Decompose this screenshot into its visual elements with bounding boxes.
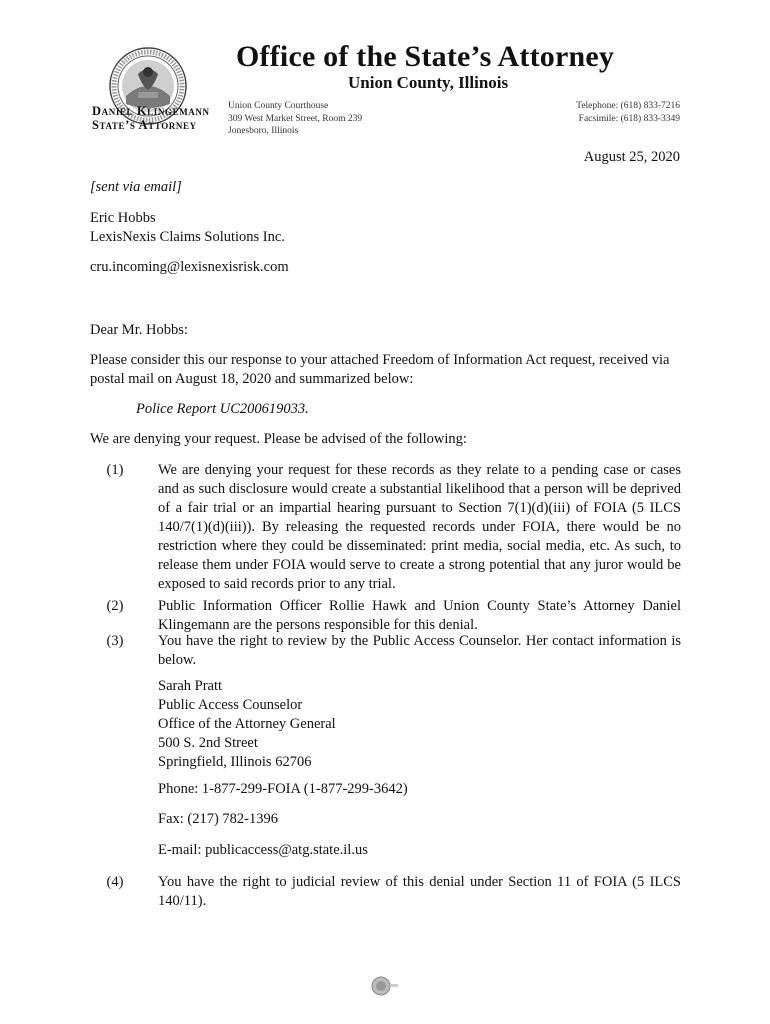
recipient-name: Eric Hobbs: [90, 210, 156, 226]
counselor-line: Office of the Attorney General: [158, 716, 336, 732]
recipient-company: LexisNexis Claims Solutions Inc.: [90, 229, 285, 245]
item-text: You have the right to judicial review of this denial under Section 11 of FOIA (5 ILCS 140/11).: [158, 874, 681, 909]
delivery-note: [sent via email]: [90, 179, 182, 195]
request-summary: Police Report UC200619033.: [136, 401, 309, 417]
county-subtitle: Union County, Illinois: [348, 73, 509, 92]
office-phone: Telephone: (618) 833-7216: [576, 101, 680, 111]
official-block: [92, 104, 210, 132]
recipient-block: [90, 209, 680, 247]
office-address: [228, 100, 362, 138]
item-number: (2): [106, 598, 124, 614]
intro-paragraph: Please consider this our response to your attached Freedom of Information Act request, received via postal mail on August 18, 2020 and summarized below:: [90, 352, 670, 387]
address-line: Union County Courthouse: [228, 101, 329, 111]
counselor-line: 500 S. 2nd Street: [158, 735, 258, 751]
letter-date: August 25, 2020: [583, 149, 680, 165]
item-number: (3): [106, 633, 124, 649]
salutation: Dear Mr. Hobbs:: [90, 322, 188, 338]
counselor-phone: Phone: 1-877-299-FOIA (1-877-299-3642): [158, 781, 408, 797]
item-text: You have the right to review by the Public Access Counselor. Her contact information is below.: [158, 633, 681, 668]
office-title: Office of the State’s Attorney: [236, 40, 615, 73]
item-text: We are denying your request for these records as they relate to a pending case or cases and as such disclosure would create a substantial likelihood that a person will be deprived of a fair trial or an impartial hearing pursuant to Section 7(1)(d)(iii) of FOIA (5 ILCS 140/7(1)(d)(iii)). By releasing the requested records under FOIA, there would be no restriction where they could be disseminated: print media, social media, etc. As such, to release them under FOIA would serve to create a strong potential that any juror would be exposed to said records prior to any trial.: [158, 462, 681, 592]
item-number: (4): [106, 874, 124, 890]
office-fax: Facsimile: (618) 833-3349: [578, 113, 680, 124]
counselor-line: Public Access Counselor: [158, 697, 303, 713]
address-line: 309 West Market Street, Room 239: [228, 113, 363, 124]
official-name: Daniel Klingemann: [92, 104, 210, 118]
item-text: Public Information Officer Rollie Hawk and Union County State’s Attorney Daniel Klingemann are the persons responsible for this denial.: [158, 598, 681, 633]
official-title: State’s Attorney: [92, 118, 197, 132]
recipient-email: cru.incoming@lexisnexisrisk.com: [90, 259, 289, 275]
counselor-fax: Fax: (217) 782-1396: [158, 811, 279, 827]
address-line: Jonesboro, Illinois: [228, 126, 299, 136]
counselor-address: [158, 677, 638, 772]
denial-statement: We are denying your request. Please be advised of the following:: [90, 431, 467, 447]
counselor-line: Springfield, Illinois 62706: [158, 754, 312, 770]
footer-logo-icon: [370, 975, 400, 997]
counselor-email: E-mail: publicaccess@atg.state.il.us: [158, 842, 368, 858]
counselor-line: Sarah Pratt: [158, 678, 223, 694]
office-contact: [576, 100, 680, 125]
item-number: (1): [106, 462, 124, 478]
